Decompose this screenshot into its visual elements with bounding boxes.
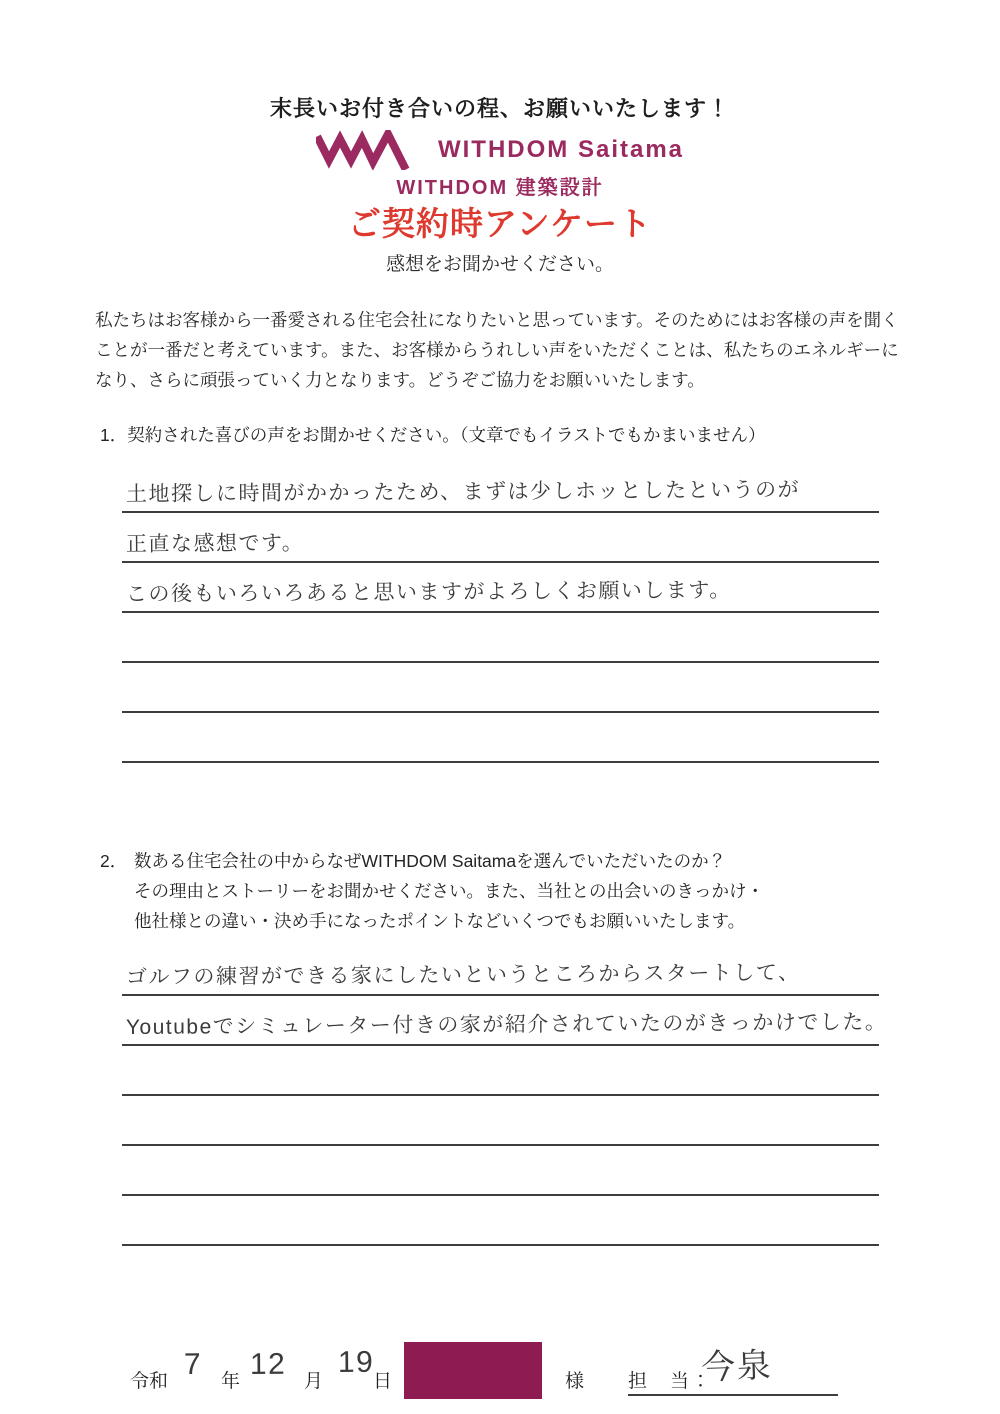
staff-label: 担 当： [628, 1371, 713, 1392]
handwritten-answer: Youtubeでシミュレーター付きの家が紹介されていたのがきっかけでした。 [125, 1010, 888, 1039]
brand-name: WITHDOM Saitama [437, 136, 685, 163]
honorific-label: 様 [565, 1371, 585, 1392]
answer-line [122, 563, 879, 613]
answer-line [122, 613, 879, 663]
handwritten-answer: この後もいろいろあると思いますがよろしくお願いします。 [125, 578, 732, 607]
era-label: 令和 [130, 1371, 169, 1392]
staff-signature-line [628, 1394, 838, 1396]
handwritten-day: 19 [337, 1345, 375, 1379]
question-1-number: 1． [100, 425, 128, 445]
answer-line [122, 463, 879, 513]
answer-line [122, 1196, 879, 1246]
question-2 [100, 846, 930, 936]
handwritten-month: 12 [249, 1347, 287, 1381]
question-2-text [134, 846, 764, 936]
question-1-answers [122, 463, 879, 763]
answer-line [122, 663, 879, 713]
form-subtitle: 感想をお聞かせください。 [385, 254, 614, 275]
staff-signature-handwritten: 今泉 [700, 1346, 773, 1388]
question-2-answers [122, 946, 888, 1246]
handwritten-answer: 土地探しに時間がかかったため、まずは少しホッとしたというのが [125, 478, 801, 507]
answer-line [122, 713, 879, 763]
answer-line [122, 513, 879, 563]
question-2-text-line: その理由とストーリーをお聞かせください。また、当社との出会いのきっかけ・ [134, 881, 764, 901]
question-2-number: 2． [100, 851, 128, 871]
answer-line [122, 946, 879, 996]
question-2-text-line: 他社様との違い・決め手になったポイントなどいくつでもお願いいたします。 [134, 911, 746, 931]
month-unit-label: 月 [304, 1371, 324, 1392]
handwritten-answer: 正直な感想です。 [125, 531, 305, 557]
withdom-zigzag-logo-icon [316, 130, 416, 170]
year-unit-label: 年 [221, 1371, 241, 1392]
answer-line [122, 1096, 879, 1146]
brand-logo [0, 130, 1000, 170]
closing-message: 末長いお付き合いの程、お願いいたします！ [269, 96, 730, 121]
handwritten-answer: ゴルフの練習ができる家にしたいというところからスタートして、 [125, 961, 801, 990]
question-1-text: 契約された喜びの声をお聞かせください。（文章でもイラストでもかまいません） [127, 425, 766, 445]
answer-line [122, 1146, 879, 1196]
intro-paragraph: 私たちはお客様から一番愛される住宅会社になりたいと思っています。そのためにはお客様の声を聞くことが一番だと考えています。また、お客様からうれしい声をいただくことは、私たちのエネルギーになり、さらに頑張っていく力となります。どうぞご協力をお願いいたします。 [95, 310, 899, 390]
question-2-text-line: 数ある住宅会社の中からなぜWITHDOM Saitamaを選んでいただいたのか？ [134, 851, 727, 871]
question-1 [100, 422, 930, 447]
day-unit-label: 日 [373, 1371, 393, 1392]
redacted-name-box [404, 1342, 542, 1399]
form-title: ご契約時アンケート [347, 205, 653, 242]
brand-subname: WITHDOM 建築設計 [396, 177, 604, 199]
answer-line [122, 996, 888, 1046]
answer-line [122, 1046, 879, 1096]
handwritten-year: 7 [183, 1347, 203, 1381]
